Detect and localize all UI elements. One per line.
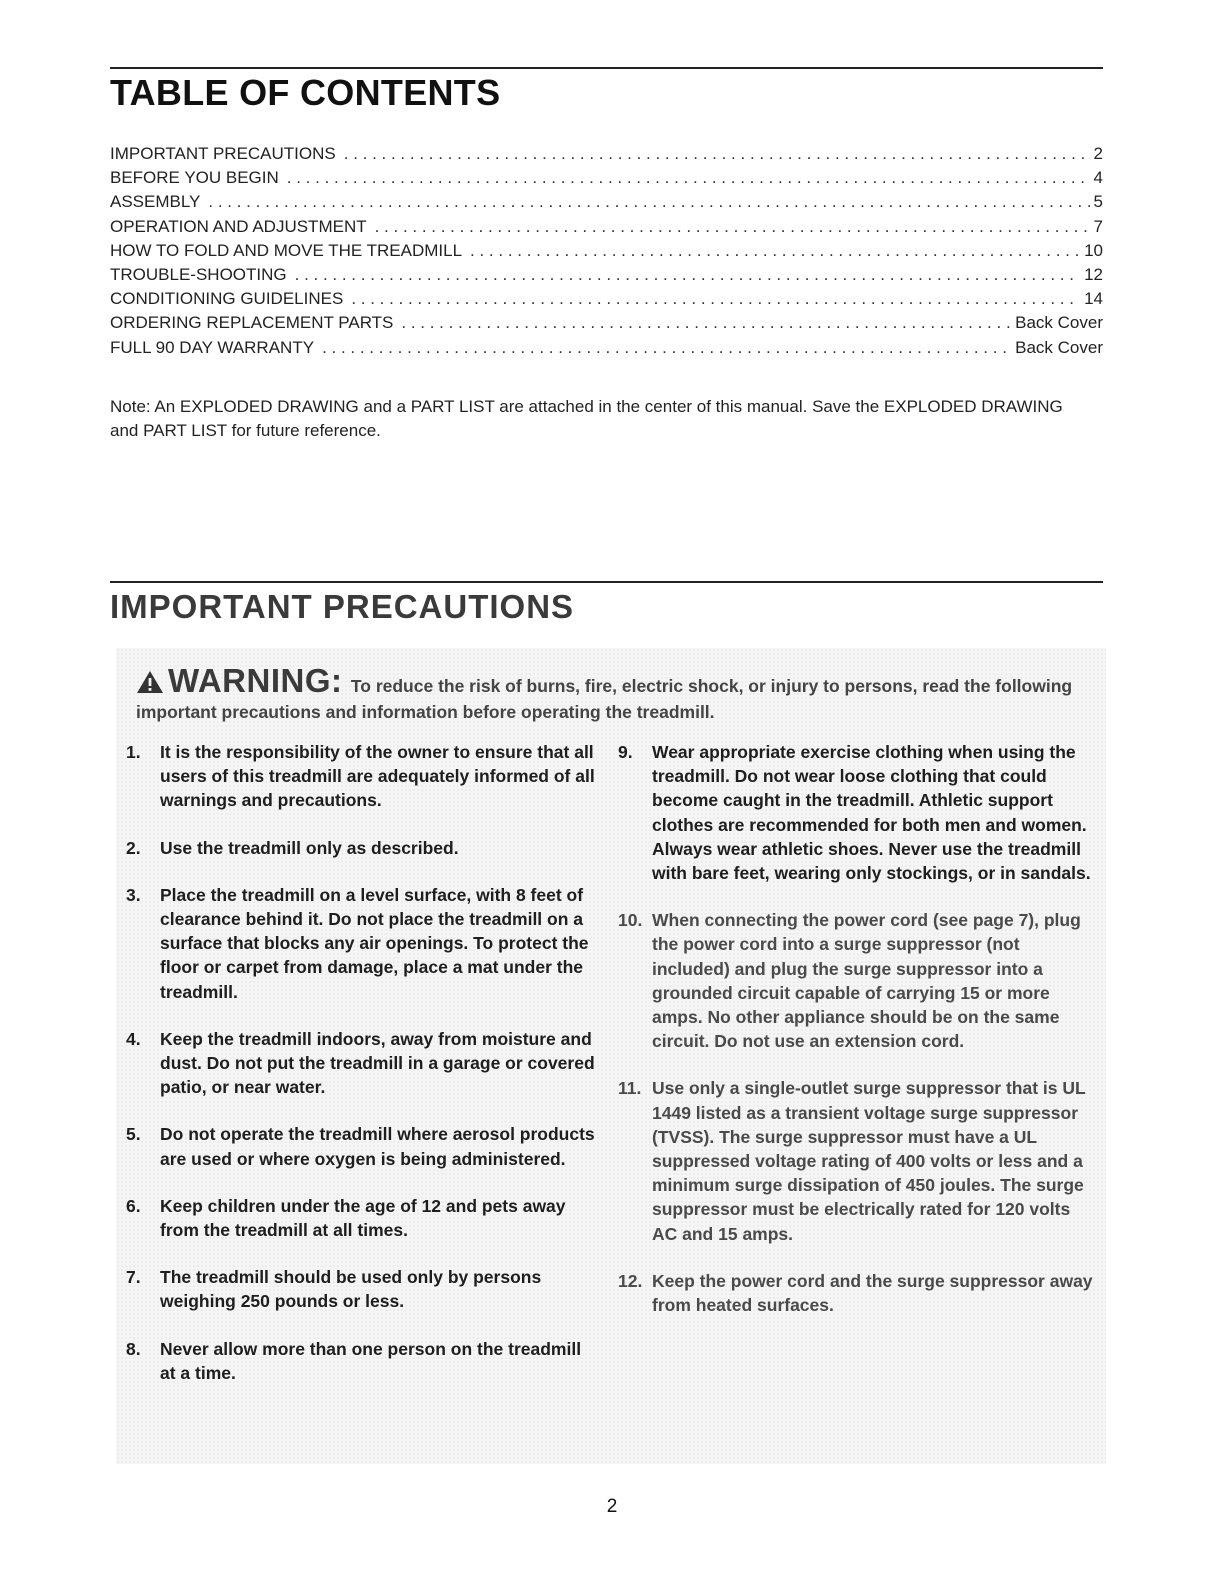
toc-entry-page: 10 <box>1084 240 1103 260</box>
precaution-item <box>126 1265 596 1313</box>
toc-dot-leader <box>295 265 1080 285</box>
precaution-text: Keep children under the age of 12 and pets away from the treadmill at all times. <box>160 1195 566 1241</box>
precaution-number: 3. <box>126 884 141 905</box>
toc-entry <box>110 265 1103 289</box>
warning-triangle-icon <box>136 670 164 694</box>
toc-dot-leader <box>470 241 1080 261</box>
precaution-text: When connecting the power cord (see page 7), plug the power cord into a surge suppressor (not included) and plug the surge suppressor into a grounded circuit capable of carrying 15 or more amps. No other appliance should be on the same circuit. Do not use an extension cord. <box>652 910 1081 1052</box>
precaution-item <box>126 740 596 813</box>
precaution-number: 10. <box>618 910 643 931</box>
warning-text: To reduce the risk of burns, fire, electric shock, or injury to persons, read the following important precautions and information before operating the treadmill. <box>136 676 1073 722</box>
toc-entry-page: 2 <box>1093 144 1103 163</box>
toc-entry-label: IMPORTANT PRECAUTIONS <box>110 144 336 163</box>
toc-title: TABLE OF CONTENTS <box>110 72 501 113</box>
precaution-item <box>126 1194 596 1242</box>
toc-entry-label: ORDERING REPLACEMENT PARTS <box>110 313 394 333</box>
precaution-number: 9. <box>618 742 633 762</box>
precaution-text: Keep the treadmill indoors, away from moisture and dust. Do not put the treadmill in a garage or covered patio, or near water. <box>160 1028 595 1098</box>
precaution-item <box>618 1076 1098 1245</box>
toc-entry <box>110 241 1103 265</box>
precaution-number: 6. <box>126 1195 141 1216</box>
toc-entry-label: OPERATION AND ADJUSTMENT <box>110 216 367 236</box>
precaution-text: Use the treadmill only as described. <box>160 837 459 858</box>
precautions-top-rule <box>110 581 1103 583</box>
toc-entry-label: TROUBLE-SHOOTING <box>110 264 287 284</box>
toc-entry <box>110 289 1103 313</box>
precaution-number: 5. <box>126 1124 141 1145</box>
precaution-text: Do not operate the treadmill where aerosol products are used or where oxygen is being administered. <box>160 1124 595 1169</box>
precaution-number: 8. <box>126 1338 141 1359</box>
toc-top-rule <box>110 67 1103 69</box>
precaution-text: Place the treadmill on a level surface, with 8 feet of clearance behind it. Do not place the treadmill on a surface that blocks any air openings. To protect the floor or carpet from damage, place a mat under the treadmill. <box>160 884 589 1002</box>
toc-dot-leader <box>322 338 1011 358</box>
precaution-text: Use only a single-outlet surge suppressor that is UL 1449 listed as a transient voltage surge suppressor (TVSS). The surge suppressor must have a UL suppressed voltage rating of 400 volts or less and a minimum surge dissipation of 450 joules. The surge suppressor must be electrically rated for 120 volts AC and 15 amps. <box>652 1078 1086 1244</box>
precautions-title: IMPORTANT PRECAUTIONS <box>110 588 575 625</box>
toc-entry <box>110 192 1103 216</box>
precaution-text: Never allow more than one person on the treadmill at a time. <box>160 1338 582 1383</box>
toc-entry <box>110 313 1103 337</box>
precaution-number: 4. <box>126 1028 141 1049</box>
toc-entry-page: 4 <box>1093 168 1103 188</box>
toc-entry <box>110 338 1103 362</box>
precaution-item <box>126 1027 596 1100</box>
toc-entry <box>110 144 1103 168</box>
toc-dot-leader <box>401 313 1011 333</box>
page-number: 2 <box>606 1496 618 1517</box>
toc-entry-page: 12 <box>1084 264 1103 284</box>
precaution-item <box>126 1337 596 1385</box>
precautions-right-column <box>618 740 1098 1340</box>
toc-dot-leader <box>375 217 1090 237</box>
toc-entry-label: ASSEMBLY <box>110 192 201 212</box>
toc-entry-label: HOW TO FOLD AND MOVE THE TREADMILL <box>110 240 463 260</box>
toc-entry-label: BEFORE YOU BEGIN <box>110 168 279 188</box>
toc-dot-leader <box>344 144 1090 164</box>
toc-entry-label: CONDITIONING GUIDELINES <box>110 289 344 309</box>
precaution-number: 1. <box>126 742 141 762</box>
toc-note: Note: An EXPLODED DRAWING and a PART LIST are attached in the center of this manual. Save the EXPLODED DRAWING and PART LIST for future reference. <box>110 397 1063 440</box>
toc-entry-page: 5 <box>1093 192 1103 212</box>
precaution-number: 11. <box>618 1078 642 1099</box>
precaution-text: The treadmill should be used only by persons weighing 250 pounds or less. <box>160 1267 542 1312</box>
precaution-number: 12. <box>618 1270 643 1291</box>
precautions-left-column <box>126 740 596 1408</box>
warning-word: WARNING <box>168 662 331 699</box>
toc-entry <box>110 217 1103 241</box>
precaution-item <box>126 1122 596 1170</box>
toc-entry <box>110 168 1103 192</box>
precaution-item <box>618 740 1098 885</box>
toc-list <box>110 144 1103 362</box>
precaution-number: 7. <box>126 1267 141 1288</box>
toc-entry-page: Back Cover <box>1015 337 1103 357</box>
toc-dot-leader <box>351 289 1080 309</box>
precaution-number: 2. <box>126 837 141 858</box>
toc-entry-label: FULL 90 DAY WARRANTY <box>110 337 315 357</box>
toc-entry-page: 14 <box>1084 289 1103 309</box>
toc-dot-leader <box>208 192 1089 212</box>
precaution-item <box>126 836 596 860</box>
precaution-text: Keep the power cord and the surge suppressor away from heated surfaces. <box>652 1270 1093 1316</box>
precaution-text: Wear appropriate exercise clothing when using the treadmill. Do not wear loose clothing that could become caught in the treadmill. Athletic support clothes are recommended for both men and women. Always wear athletic shoes. Never use the treadmill with bare feet, wearing only stockings, or in sandals. <box>652 742 1091 884</box>
precaution-item <box>618 1269 1098 1317</box>
toc-dot-leader <box>287 168 1090 188</box>
toc-entry-page: 7 <box>1093 216 1103 236</box>
warning-header: WARNING: To reduce the risk of burns, fire, electric shock, or injury to persons, read the following important precautions and information before operating the treadmill. <box>136 662 1073 722</box>
precaution-text: It is the responsibility of the owner to ensure that all users of this treadmill are adequately informed of all warnings and precautions. <box>160 742 595 811</box>
precaution-item <box>618 908 1098 1053</box>
toc-entry-page: Back Cover <box>1015 313 1103 333</box>
precaution-item <box>126 883 596 1004</box>
